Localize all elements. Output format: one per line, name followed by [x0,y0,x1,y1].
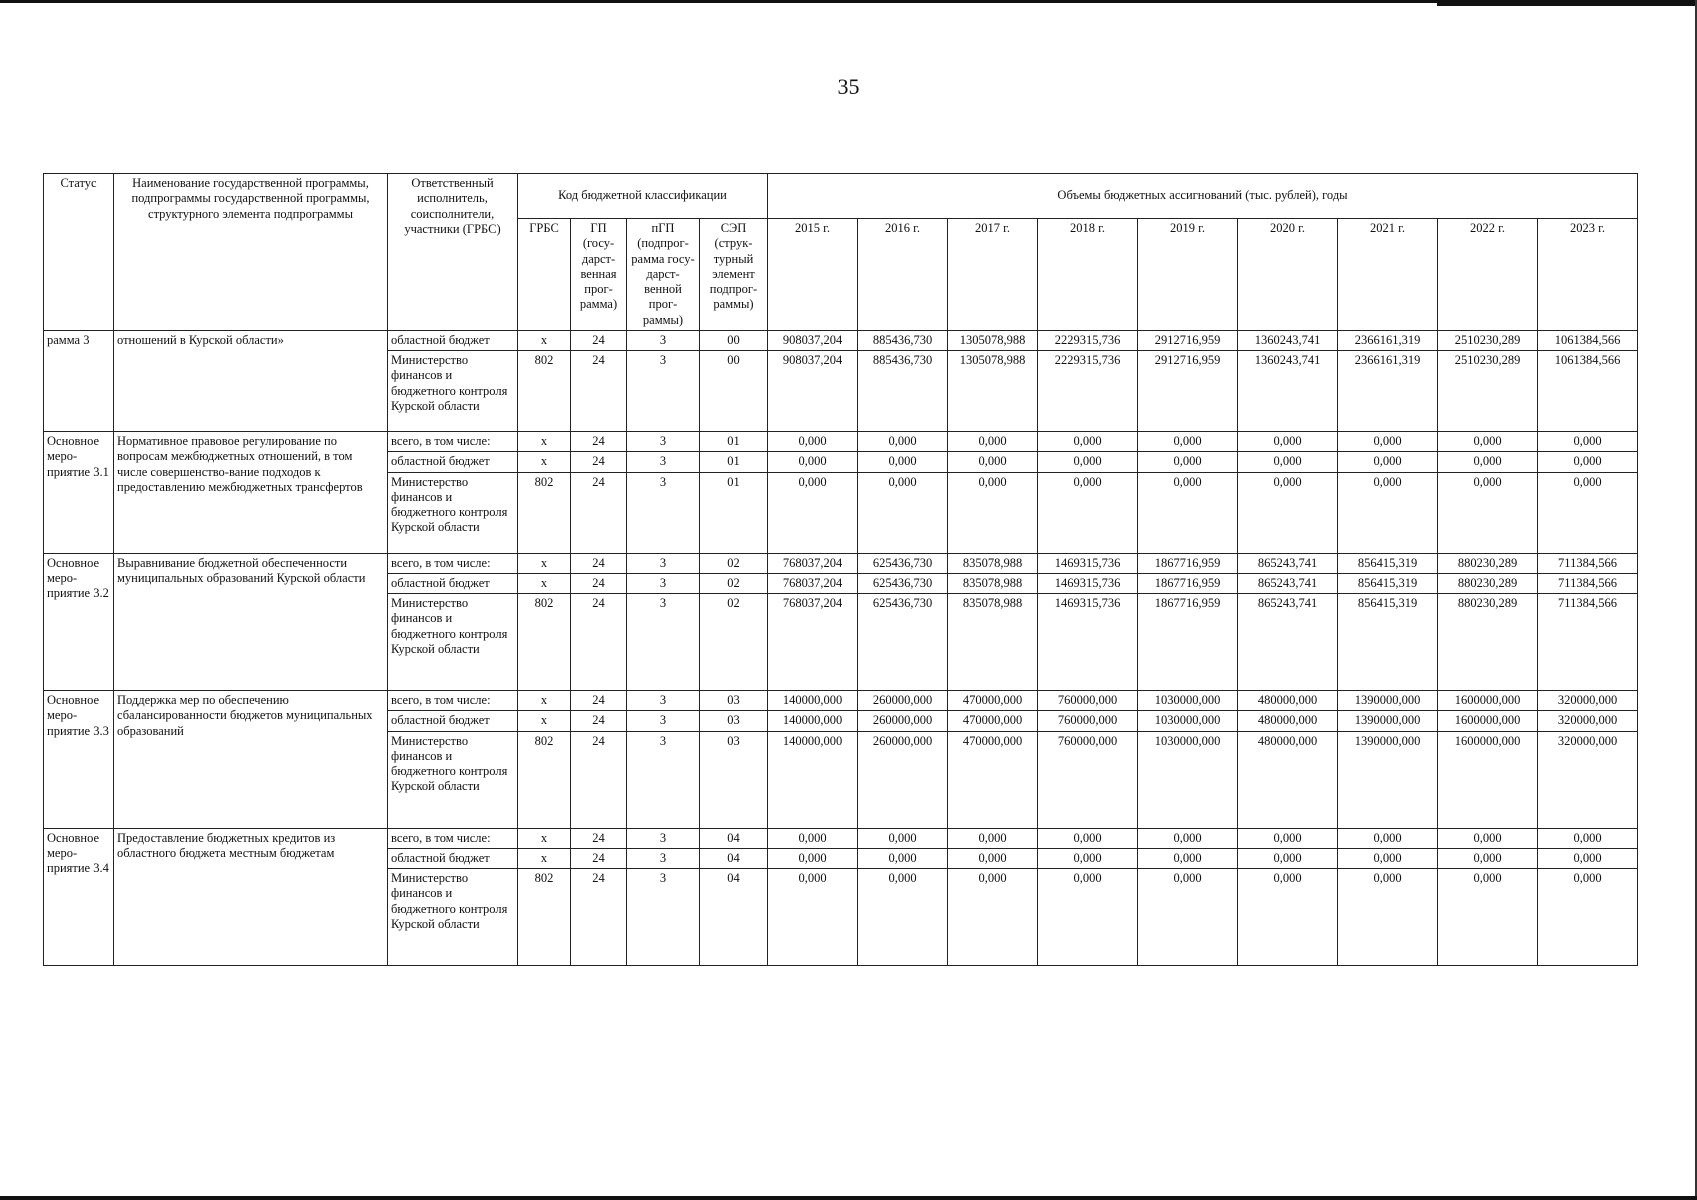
top-right-border-line [1437,0,1697,6]
row-code-pgp: 3 [627,452,700,472]
row-value: 0,000 [858,472,948,553]
row-code-pgp: 3 [627,711,700,731]
row-value: 711384,566 [1538,573,1638,593]
row-code-sep: 02 [700,594,768,691]
row-value: 711384,566 [1538,594,1638,691]
row-value: 0,000 [1538,848,1638,868]
row-code-sep: 02 [700,573,768,593]
row-code-sep: 04 [700,848,768,868]
row-status: Основное меро-приятие 3.4 [44,828,114,966]
row-value: 0,000 [1038,869,1138,966]
row-value: 0,000 [1238,848,1338,868]
row-executor: областной бюджет [388,573,518,593]
row-code-pgp: 3 [627,731,700,828]
row-value: 480000,000 [1238,691,1338,711]
header-year: 2019 г. [1138,219,1238,331]
row-code-grbs: x [518,828,571,848]
row-code-sep: 01 [700,472,768,553]
row-value: 1305078,988 [948,351,1038,432]
row-value: 2366161,319 [1338,330,1438,350]
row-code-gp: 24 [571,711,627,731]
row-value: 1030000,000 [1138,711,1238,731]
row-value: 0,000 [1538,452,1638,472]
row-value: 625436,730 [858,553,948,573]
row-value: 2366161,319 [1338,351,1438,432]
row-value: 2912716,959 [1138,330,1238,350]
row-value: 0,000 [1238,472,1338,553]
row-value: 0,000 [1038,432,1138,452]
row-value: 0,000 [858,432,948,452]
row-value: 885436,730 [858,351,948,432]
row-code-grbs: x [518,432,571,452]
table-row [44,691,1638,711]
row-executor: Министерство финансов и бюджетного контроля Курской области [388,594,518,691]
row-status: Основное меро-приятие 3.3 [44,691,114,829]
row-value: 768037,204 [768,594,858,691]
row-code-sep: 03 [700,691,768,711]
row-code-sep: 01 [700,432,768,452]
row-code-sep: 04 [700,869,768,966]
row-status: Основное меро-приятие 3.1 [44,432,114,554]
row-value: 625436,730 [858,594,948,691]
row-code-pgp: 3 [627,573,700,593]
row-value: 0,000 [1038,848,1138,868]
row-value: 760000,000 [1038,691,1138,711]
header-year: 2021 г. [1338,219,1438,331]
row-value: 0,000 [1338,848,1438,868]
row-value: 0,000 [1438,472,1538,553]
row-value: 0,000 [768,828,858,848]
page-number: 35 [837,74,860,99]
row-value: 0,000 [1538,828,1638,848]
row-code-pgp: 3 [627,472,700,553]
row-value: 885436,730 [858,330,948,350]
row-code-gp: 24 [571,869,627,966]
row-value: 1030000,000 [1138,731,1238,828]
row-executor: всего, в том числе: [388,691,518,711]
row-value: 0,000 [948,472,1038,553]
row-value: 0,000 [1538,432,1638,452]
row-value: 856415,319 [1338,573,1438,593]
row-code-gp: 24 [571,594,627,691]
row-code-grbs: x [518,848,571,868]
row-code-gp: 24 [571,573,627,593]
row-executor: областной бюджет [388,848,518,868]
row-code-gp: 24 [571,452,627,472]
row-value: 0,000 [768,432,858,452]
row-value: 0,000 [1038,828,1138,848]
row-value: 0,000 [1138,848,1238,868]
row-status: Основное меро-приятие 3.2 [44,553,114,691]
row-value: 1600000,000 [1438,731,1538,828]
row-value: 0,000 [1438,869,1538,966]
row-code-pgp: 3 [627,848,700,868]
row-executor: Министерство финансов и бюджетного контроля Курской области [388,351,518,432]
row-value: 835078,988 [948,573,1038,593]
row-value: 260000,000 [858,711,948,731]
header-year: 2023 г. [1538,219,1638,331]
row-value: 1360243,741 [1238,330,1338,350]
header-executor: Ответственный исполнитель, соисполнители, участники (ГРБС) [388,174,518,331]
row-value: 0,000 [1238,869,1338,966]
row-executor: Министерство финансов и бюджетного контроля Курской области [388,472,518,553]
row-value: 0,000 [1438,828,1538,848]
row-code-gp: 24 [571,472,627,553]
header-volumes-group: Объемы бюджетных ассигнований (тыс. рублей), годы [768,174,1638,219]
row-value: 140000,000 [768,731,858,828]
row-value: 760000,000 [1038,711,1138,731]
row-value: 0,000 [1038,452,1138,472]
row-code-gp: 24 [571,691,627,711]
row-value: 1867716,959 [1138,553,1238,573]
header-code-gp: ГП (госу-дарст-венная прог-рамма) [571,219,627,331]
row-value: 0,000 [1138,452,1238,472]
row-status: рамма 3 [44,330,114,431]
table-row [44,432,1638,452]
row-code-grbs: x [518,330,571,350]
budget-table [43,173,1638,966]
row-value: 0,000 [1238,432,1338,452]
row-value: 1867716,959 [1138,573,1238,593]
row-value: 1867716,959 [1138,594,1238,691]
header-year: 2015 г. [768,219,858,331]
row-value: 0,000 [1138,472,1238,553]
row-code-gp: 24 [571,553,627,573]
row-value: 0,000 [858,452,948,472]
row-value: 260000,000 [858,731,948,828]
header-code-sep: СЭП (струк-турный элемент подпрог-раммы) [700,219,768,331]
row-code-grbs: 802 [518,472,571,553]
row-value: 625436,730 [858,573,948,593]
row-value: 2229315,736 [1038,351,1138,432]
row-code-sep: 02 [700,553,768,573]
row-value: 1390000,000 [1338,691,1438,711]
row-code-sep: 00 [700,330,768,350]
header-code-pgp: пГП (подпрог-рамма госу-дарст-венной прог-раммы) [627,219,700,331]
row-code-gp: 24 [571,828,627,848]
header-year: 2016 г. [858,219,948,331]
row-value: 865243,741 [1238,553,1338,573]
row-name: Поддержка мер по обеспечению сбалансированности бюджетов муниципальных образований [114,691,388,829]
row-value: 1600000,000 [1438,711,1538,731]
row-value: 0,000 [948,848,1038,868]
row-executor: областной бюджет [388,452,518,472]
row-value: 1061384,566 [1538,330,1638,350]
row-name: отношений в Курской области» [114,330,388,431]
row-code-sep: 00 [700,351,768,432]
header-name: Наименование государственной программы, подпрограммы государственной программы, структурного элемента подпрограммы [114,174,388,331]
row-value: 760000,000 [1038,731,1138,828]
row-value: 0,000 [1338,828,1438,848]
row-value: 1469315,736 [1038,594,1138,691]
row-value: 2912716,959 [1138,351,1238,432]
row-executor: всего, в том числе: [388,432,518,452]
row-value: 2510230,289 [1438,330,1538,350]
row-value: 0,000 [1238,828,1338,848]
row-value: 1469315,736 [1038,553,1138,573]
row-value: 856415,319 [1338,594,1438,691]
row-executor: Министерство финансов и бюджетного контроля Курской области [388,731,518,828]
row-code-gp: 24 [571,731,627,828]
header-status: Статус [44,174,114,331]
row-value: 0,000 [948,452,1038,472]
row-code-pgp: 3 [627,828,700,848]
row-value: 0,000 [1038,472,1138,553]
row-executor: Министерство финансов и бюджетного контроля Курской области [388,869,518,966]
row-value: 470000,000 [948,731,1038,828]
header-year: 2022 г. [1438,219,1538,331]
row-value: 908037,204 [768,330,858,350]
row-value: 908037,204 [768,351,858,432]
row-value: 260000,000 [858,691,948,711]
row-value: 1030000,000 [1138,691,1238,711]
row-code-sep: 01 [700,452,768,472]
row-value: 835078,988 [948,594,1038,691]
row-code-grbs: 802 [518,731,571,828]
row-value: 1305078,988 [948,330,1038,350]
row-value: 0,000 [1438,452,1538,472]
row-value: 0,000 [858,848,948,868]
row-code-pgp: 3 [627,432,700,452]
row-code-pgp: 3 [627,351,700,432]
row-value: 768037,204 [768,573,858,593]
row-name: Выравнивание бюджетной обеспеченности муниципальных образований Курской области [114,553,388,691]
row-value: 0,000 [1538,472,1638,553]
row-code-grbs: x [518,553,571,573]
row-executor: всего, в том числе: [388,553,518,573]
row-value: 1469315,736 [1038,573,1138,593]
row-value: 0,000 [1438,432,1538,452]
row-value: 320000,000 [1538,731,1638,828]
row-value: 0,000 [1338,472,1438,553]
row-value: 0,000 [1538,869,1638,966]
row-value: 865243,741 [1238,573,1338,593]
row-value: 1390000,000 [1338,711,1438,731]
row-code-grbs: x [518,691,571,711]
row-value: 2510230,289 [1438,351,1538,432]
row-value: 0,000 [1338,869,1438,966]
row-value: 768037,204 [768,553,858,573]
row-value: 320000,000 [1538,691,1638,711]
row-value: 1061384,566 [1538,351,1638,432]
row-value: 0,000 [1338,452,1438,472]
row-value: 880230,289 [1438,573,1538,593]
row-value: 320000,000 [1538,711,1638,731]
header-year: 2018 г. [1038,219,1138,331]
row-value: 1600000,000 [1438,691,1538,711]
row-value: 880230,289 [1438,594,1538,691]
row-value: 880230,289 [1438,553,1538,573]
table-row [44,828,1638,848]
row-code-pgp: 3 [627,330,700,350]
bottom-border-line [0,1196,1697,1200]
row-value: 0,000 [948,828,1038,848]
row-value: 470000,000 [948,691,1038,711]
header-year: 2020 г. [1238,219,1338,331]
row-code-pgp: 3 [627,691,700,711]
row-value: 480000,000 [1238,731,1338,828]
row-value: 1360243,741 [1238,351,1338,432]
row-code-gp: 24 [571,848,627,868]
row-code-sep: 04 [700,828,768,848]
row-value: 0,000 [948,869,1038,966]
row-executor: всего, в том числе: [388,828,518,848]
row-code-gp: 24 [571,351,627,432]
row-code-grbs: 802 [518,869,571,966]
table-row [44,330,1638,350]
row-value: 0,000 [1338,432,1438,452]
row-code-grbs: 802 [518,351,571,432]
row-value: 0,000 [768,848,858,868]
header-year: 2017 г. [948,219,1038,331]
row-value: 140000,000 [768,691,858,711]
row-value: 2229315,736 [1038,330,1138,350]
row-code-sep: 03 [700,711,768,731]
row-value: 0,000 [768,869,858,966]
row-value: 0,000 [1238,452,1338,472]
row-code-pgp: 3 [627,553,700,573]
row-code-pgp: 3 [627,869,700,966]
row-value: 480000,000 [1238,711,1338,731]
row-value: 140000,000 [768,711,858,731]
row-executor: областной бюджет [388,711,518,731]
row-executor: областной бюджет [388,330,518,350]
row-value: 0,000 [948,432,1038,452]
row-value: 0,000 [1138,432,1238,452]
row-value: 0,000 [1438,848,1538,868]
header-code-group: Код бюджетной классификации [518,174,768,219]
table-row [44,553,1638,573]
row-code-grbs: x [518,573,571,593]
row-value: 0,000 [858,869,948,966]
row-value: 0,000 [1138,869,1238,966]
row-value: 0,000 [768,452,858,472]
row-value: 1390000,000 [1338,731,1438,828]
row-value: 711384,566 [1538,553,1638,573]
row-value: 470000,000 [948,711,1038,731]
row-code-gp: 24 [571,432,627,452]
row-value: 856415,319 [1338,553,1438,573]
row-name: Нормативное правовое регулирование по вопросам межбюджетных отношений, в том числе совершенство-вание подходов к предоставлению межбюджетных трансфертов [114,432,388,554]
row-value: 835078,988 [948,553,1038,573]
row-name: Предоставление бюджетных кредитов из областного бюджета местным бюджетам [114,828,388,966]
row-code-grbs: x [518,452,571,472]
row-code-gp: 24 [571,330,627,350]
row-value: 0,000 [1138,828,1238,848]
row-value: 865243,741 [1238,594,1338,691]
row-code-grbs: x [518,711,571,731]
row-value: 0,000 [858,828,948,848]
row-code-grbs: 802 [518,594,571,691]
header-code-grbs: ГРБС [518,219,571,331]
row-code-sep: 03 [700,731,768,828]
row-value: 0,000 [768,472,858,553]
row-code-pgp: 3 [627,594,700,691]
